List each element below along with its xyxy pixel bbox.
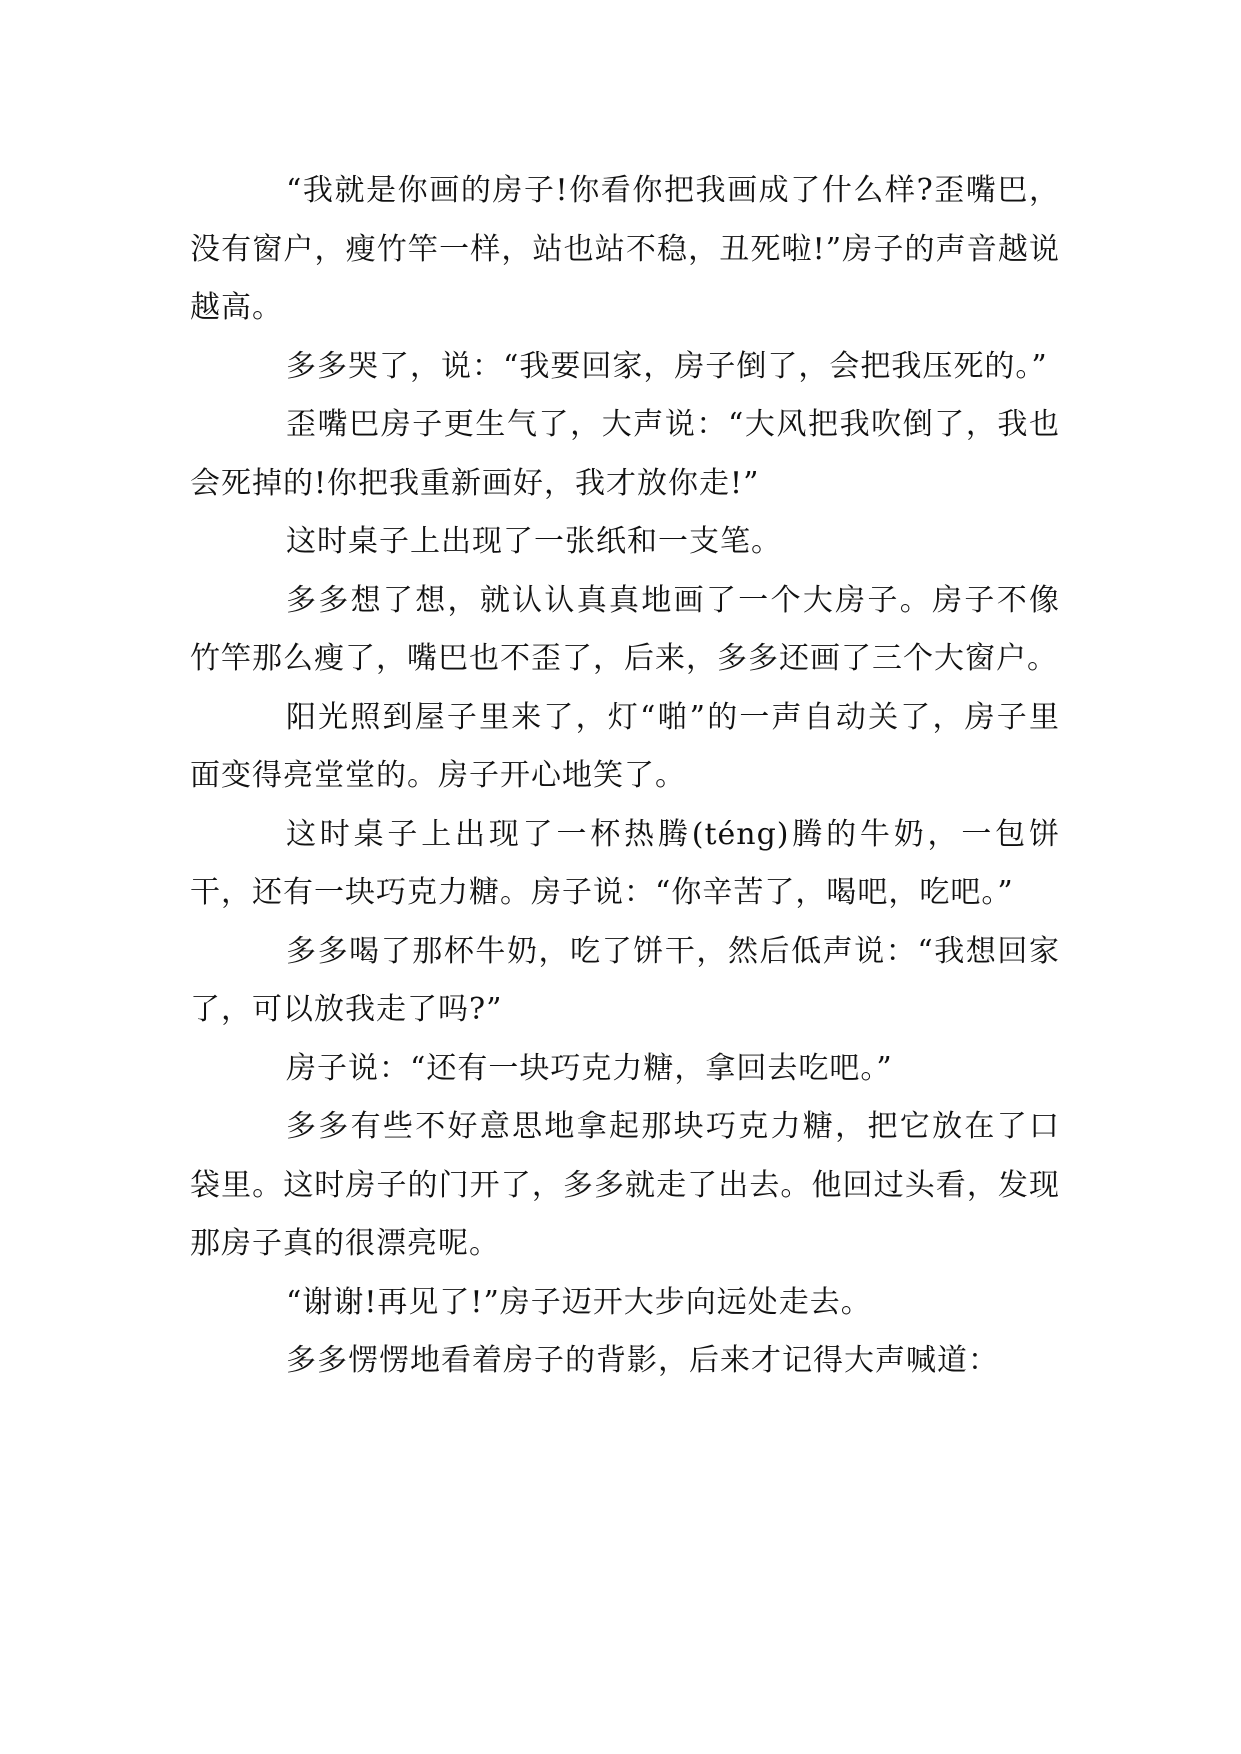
paragraph: “谢谢!再见了!”房子迈开大步向远处走去。 — [286, 1284, 872, 1320]
story-body — [190, 162, 1060, 1391]
paragraph: “我就是你画的房子!你看你把我画成了什么样?歪嘴巴，没有窗户，瘦竹竿一样，站也站不稳，丑死啦!”房子的声音越说越高。 — [190, 173, 1060, 325]
paragraph: 这时桌子上出现了一杯热腾(téng)腾的牛奶，一包饼干，还有一块巧克力糖。房子说：“你辛苦了，喝吧，吃吧。” — [190, 816, 1060, 910]
paragraph: 这时桌子上出现了一张纸和一支笔。 — [286, 524, 782, 559]
paragraph: 多多喝了那杯牛奶，吃了饼干，然后低声说：“我想回家了，可以放我走了吗?” — [190, 933, 1060, 1027]
paragraph: 多多有些不好意思地拿起那块巧克力糖，把它放在了口袋里。这时房子的门开了，多多就走了出去。他回过头看，发现那房子真的很漂亮呢。 — [190, 1109, 1060, 1261]
paragraph: 多多哭了，说：“我要回家，房子倒了，会把我压死的。” — [286, 348, 1048, 384]
paragraph: 阳光照到屋子里来了，灯“啪”的一声自动关了，房子里面变得亮堂堂的。房子开心地笑了。 — [190, 699, 1060, 793]
paragraph: 歪嘴巴房子更生气了，大声说：“大风把我吹倒了，我也会死掉的!你把我重新画好，我才放你走!” — [190, 407, 1060, 501]
paragraph: 多多愣愣地看着房子的背影，后来才记得大声喊道： — [286, 1343, 999, 1378]
paragraph: 多多想了想，就认认真真地画了一个大房子。房子不像竹竿那么瘦了，嘴巴也不歪了，后来，多多还画了三个大窗户。 — [190, 582, 1060, 676]
paragraph: 房子说：“还有一块巧克力糖，拿回去吃吧。” — [286, 1050, 893, 1086]
